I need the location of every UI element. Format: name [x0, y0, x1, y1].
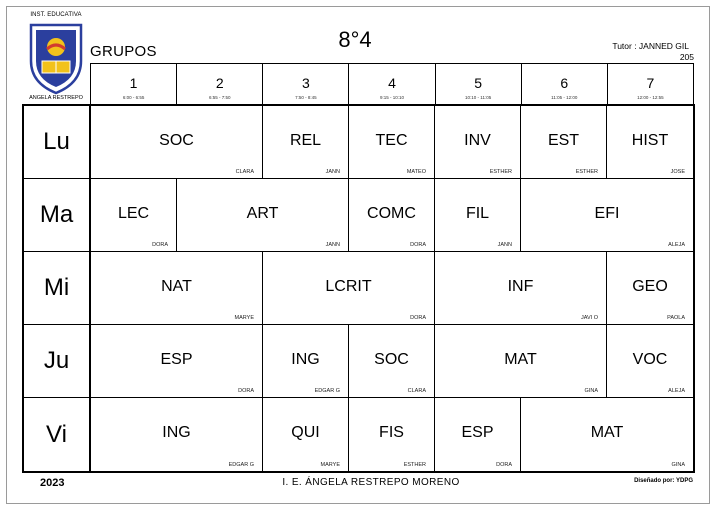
class-block: [177, 179, 349, 252]
teacher-label: MARYE: [234, 315, 254, 321]
subject-label: ART: [246, 205, 279, 222]
class-block: [263, 398, 349, 471]
year-label: 2023: [40, 477, 65, 489]
teacher-label: DORA: [238, 388, 254, 394]
period-number: 3: [301, 75, 310, 91]
day-label: Vi: [24, 398, 91, 471]
period-time: 12:00 - 12:55: [637, 95, 664, 100]
period-column-6: [522, 64, 608, 104]
subject-label: QUI: [291, 424, 320, 441]
teacher-label: JANN: [497, 242, 512, 248]
teacher-label: ESTHER: [575, 169, 598, 175]
class-block: [435, 398, 521, 471]
class-block: [263, 106, 349, 179]
school-logo: [26, 12, 86, 102]
period-header: [90, 63, 694, 104]
teacher-label: PAOLA: [667, 315, 685, 321]
school-shield-icon: [27, 21, 85, 95]
period-number: 2: [215, 75, 224, 91]
subject-label: FIS: [379, 424, 404, 441]
class-block: [349, 179, 435, 252]
subject-label: MAT: [504, 351, 537, 368]
class-block: [91, 398, 263, 471]
subject-label: FIL: [465, 205, 490, 222]
subject-label: LEC: [117, 205, 150, 222]
subject-label: HIST: [631, 132, 669, 149]
class-block: [435, 106, 521, 179]
subject-label: ESP: [461, 424, 494, 441]
teacher-label: MARYE: [320, 462, 340, 468]
day-label: Ju: [24, 325, 91, 398]
teacher-label: CLARA: [235, 169, 254, 175]
subject-label: MAT: [590, 424, 624, 441]
teacher-label: DORA: [496, 462, 512, 468]
subject-label: NAT: [161, 278, 192, 295]
class-block: [607, 325, 693, 398]
class-block: [435, 252, 607, 325]
subject-label: COMC: [367, 205, 416, 222]
class-block: [521, 106, 607, 179]
period-time: 10:10 - 11:05: [465, 95, 492, 100]
class-block: [263, 325, 349, 398]
period-column-3: [263, 64, 349, 104]
period-column-5: [436, 64, 522, 104]
subject-label: SOC: [159, 132, 194, 149]
period-time: 9:15 - 10:10: [379, 95, 404, 100]
teacher-label: JOSE: [670, 169, 685, 175]
class-block: [91, 252, 263, 325]
period-column-1: [91, 64, 177, 104]
class-block: [349, 106, 435, 179]
day-label: Mi: [24, 252, 91, 325]
group-title: 8°4: [338, 27, 372, 52]
period-time: 6:00 - 6:55: [122, 95, 145, 100]
teacher-label: ESTHER: [403, 462, 426, 468]
teacher-label: JAVI O: [580, 315, 598, 321]
subject-label: ING: [162, 424, 191, 441]
subject-label: SOC: [374, 351, 409, 368]
subject-label: ESP: [160, 351, 193, 368]
period-number: 5: [474, 75, 483, 91]
class-block: [349, 325, 435, 398]
schedule-grid: [22, 104, 695, 473]
teacher-label: MATEO: [406, 169, 426, 175]
period-number: 6: [560, 75, 569, 91]
room-label: 205: [679, 52, 694, 62]
subject-label: TEC: [375, 132, 408, 149]
class-block: [91, 179, 177, 252]
designer-credit: Diseñado por: YDPG: [634, 478, 693, 484]
teacher-label: ESTHER: [489, 169, 512, 175]
subject-label: GEO: [632, 278, 668, 295]
logo-name-text: ANGELA RESTREPO: [29, 95, 83, 101]
class-block: [91, 106, 263, 179]
period-column-4: [349, 64, 435, 104]
period-number: 4: [388, 75, 396, 91]
class-block: [435, 179, 521, 252]
class-block: [607, 252, 693, 325]
logo-institution-text: INST. EDUCATIVA: [30, 12, 82, 18]
class-block: [521, 398, 693, 471]
teacher-label: JANN: [325, 169, 340, 175]
subject-label: LCRIT: [325, 278, 372, 295]
subject-label: EST: [547, 132, 580, 149]
class-block: [521, 179, 693, 252]
subject-label: INF: [507, 278, 534, 295]
period-number: 1: [129, 75, 138, 91]
teacher-label: GINA: [584, 388, 598, 394]
class-block: [607, 106, 693, 179]
tutor-label: Tutor : JANNED GIL: [612, 41, 689, 51]
teacher-label: CLARA: [407, 388, 426, 394]
teacher-label: ALEJA: [668, 388, 685, 394]
subject-label: EFI: [594, 205, 620, 222]
school-name: I. E. ÁNGELA RESTREPO MORENO: [282, 477, 460, 488]
class-block: [349, 398, 435, 471]
class-block: [263, 252, 435, 325]
teacher-label: DORA: [410, 315, 426, 321]
teacher-label: EDGAR G: [314, 388, 340, 394]
teacher-label: DORA: [152, 242, 168, 248]
class-block: [435, 325, 607, 398]
teacher-label: GINA: [671, 462, 685, 468]
period-column-2: [177, 64, 263, 104]
period-time: 6:55 - 7:50: [208, 95, 231, 100]
section-title: GRUPOS: [90, 43, 157, 60]
teacher-label: JANN: [325, 242, 340, 248]
class-block: [91, 325, 263, 398]
period-column-7: [608, 64, 693, 104]
day-label: Lu: [24, 106, 91, 179]
period-time: 11:05 - 12:00: [551, 95, 578, 100]
subject-label: REL: [289, 132, 322, 149]
teacher-label: ALEJA: [668, 242, 685, 248]
period-number: 7: [646, 75, 655, 91]
teacher-label: DORA: [410, 242, 426, 248]
subject-label: VOC: [632, 351, 668, 368]
subject-label: ING: [291, 351, 320, 368]
period-time: 7:50 - 8:45: [295, 95, 317, 100]
teacher-label: EDGAR G: [228, 462, 254, 468]
subject-label: INV: [464, 132, 491, 149]
day-label: Ma: [24, 179, 91, 252]
